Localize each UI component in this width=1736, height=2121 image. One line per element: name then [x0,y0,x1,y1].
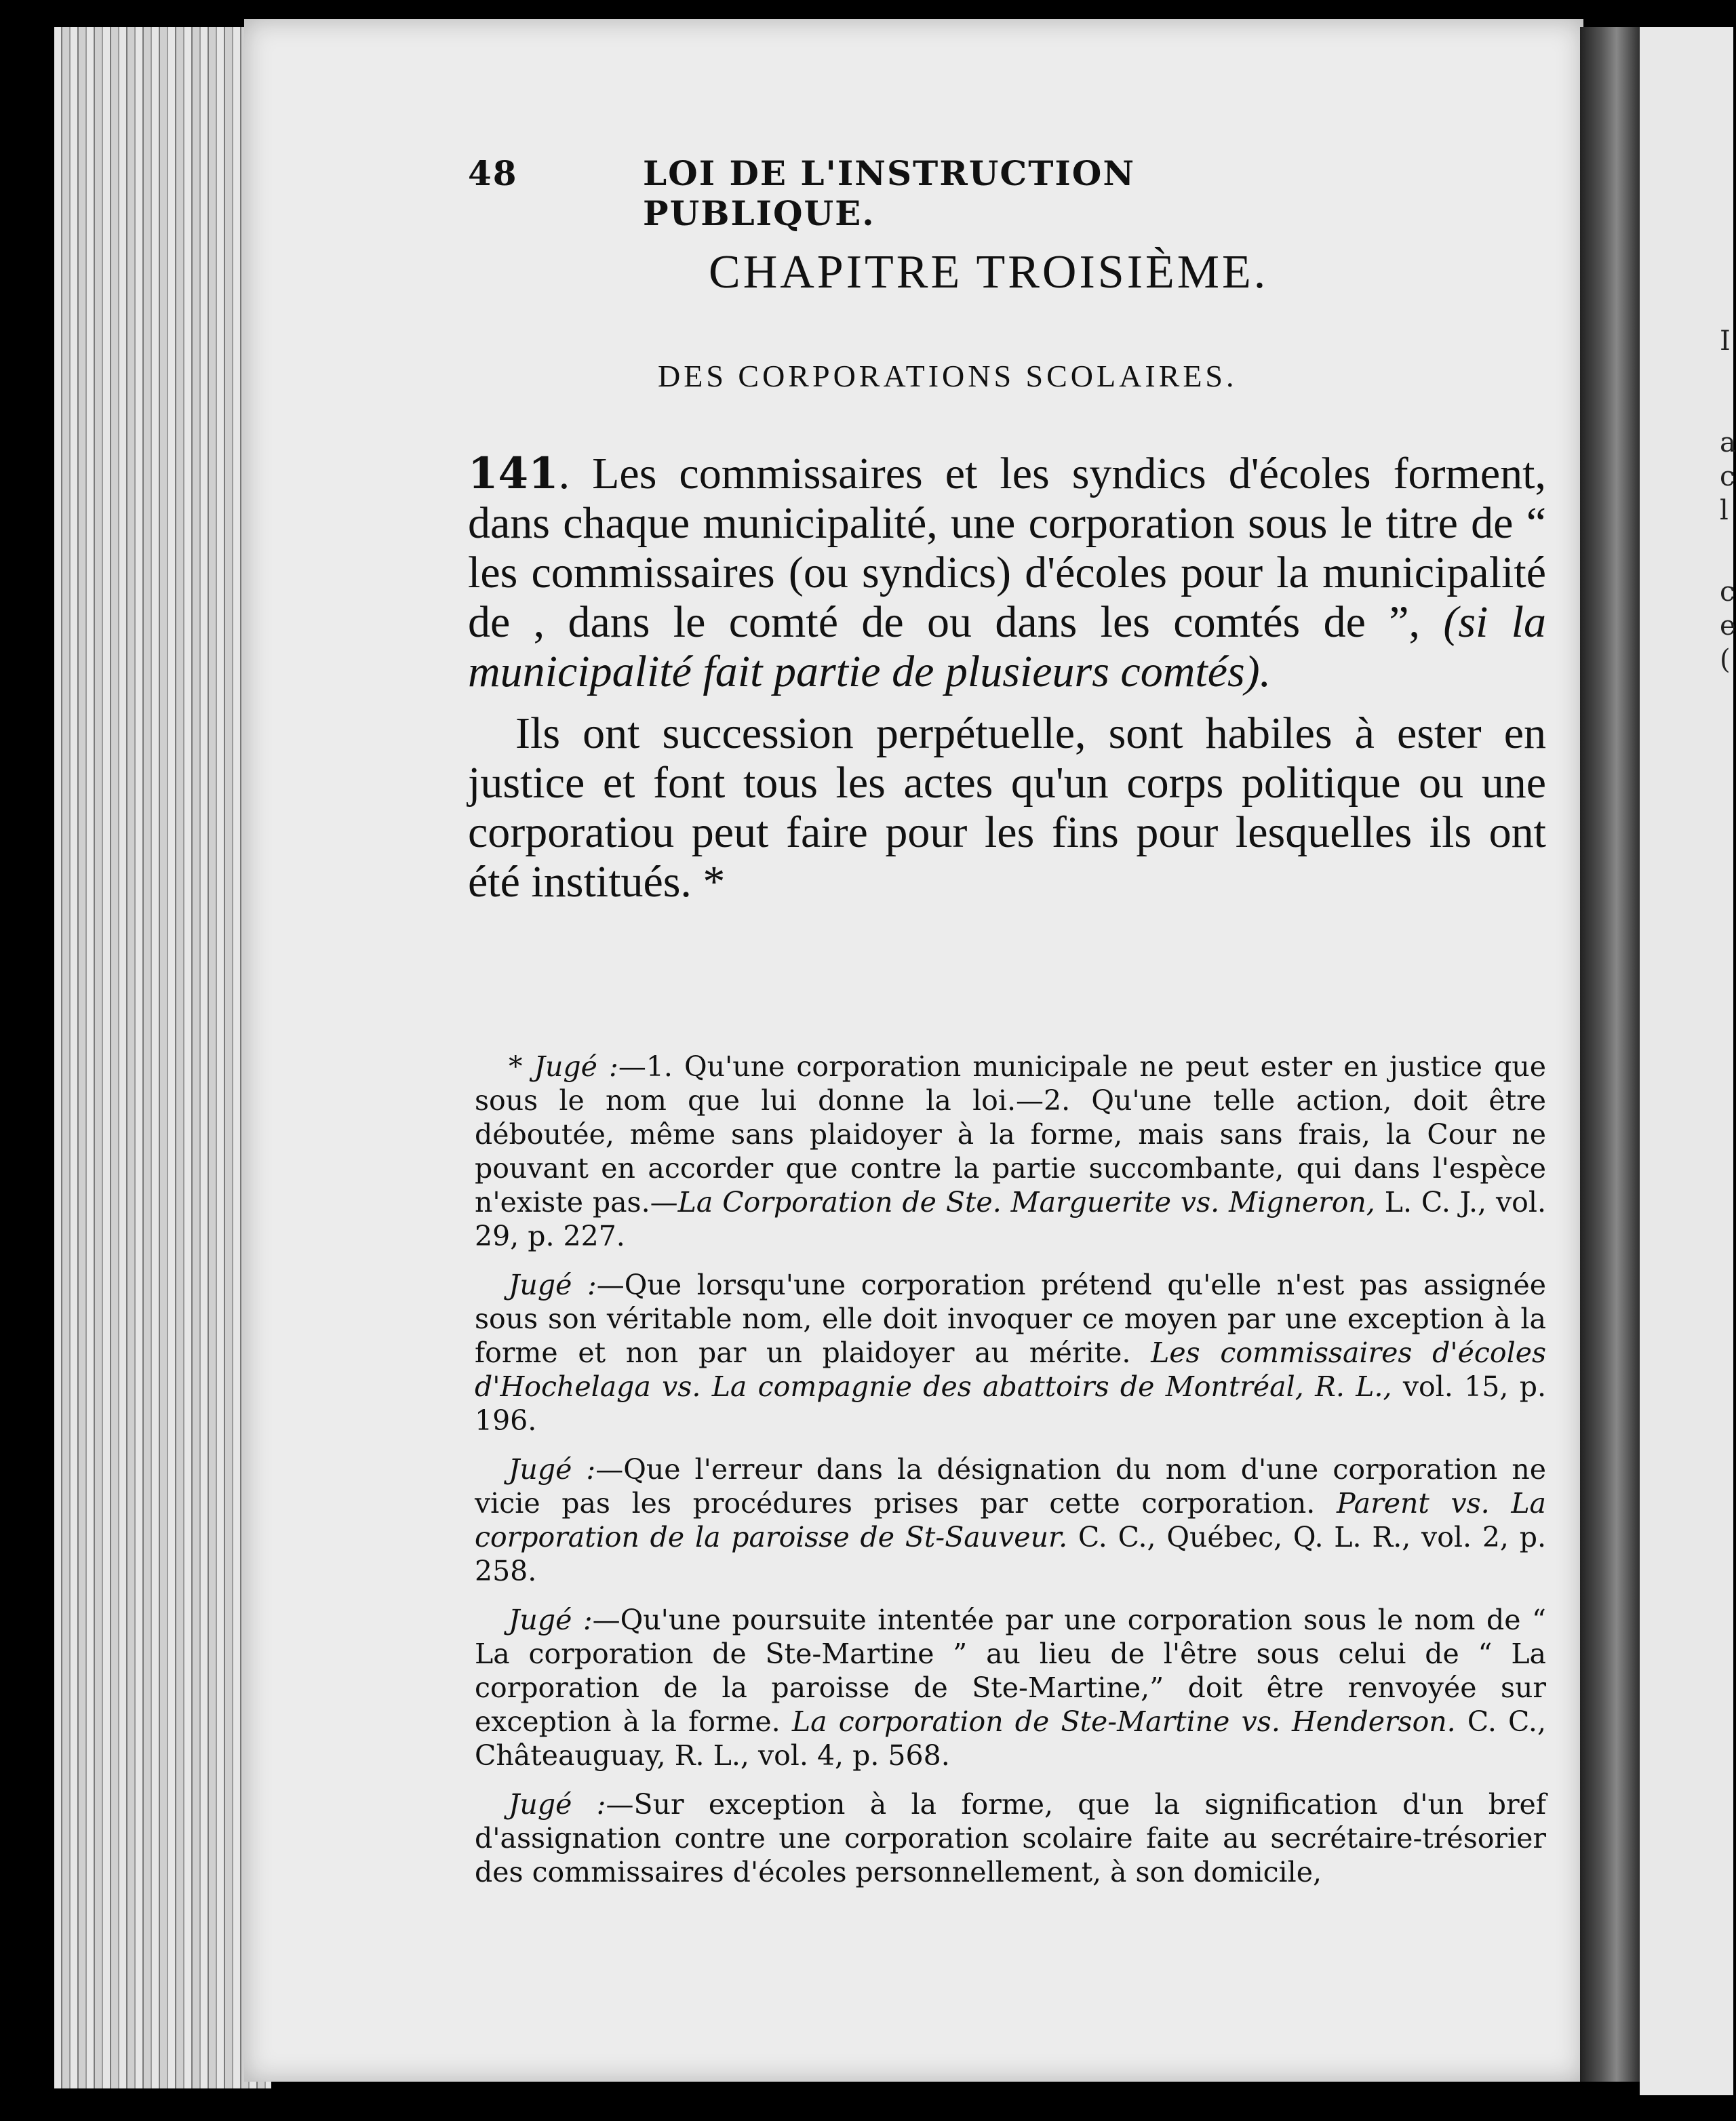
footnote-lead: * Jugé : [509,1050,618,1083]
footnote-citation: Parent vs. La corporation de la paroisse de St-Sauveur. [475,1487,1547,1553]
section-title: DES CORPORATIONS SCOLAIRES. [658,359,1238,393]
footnote-reference: C. C., Châteauguay, R. L., vol. 4, p. 568. [475,1705,1547,1772]
facing-page-fragment: l [1720,495,1729,526]
footnote-body: —Que lorsqu'une corporation prétend qu'elle n'est pas assignée sous son véritable nom, elle doit invoquer ce moyen par une exception à la forme et non par un plaidoyer au mérite. [475,1269,1546,1369]
footnote-body: —Sur exception à la forme, que la signification d'un bref d'assignation contre une corporation scolaire faite au secrétaire-trésorier des commissaires d'écoles personnellement, à son domicile, [475,1788,1546,1888]
footnote-citation: Les commissaires d'écoles d'Hochelaga vs. La compagnie des abattoirs de Montréal, R. L., [475,1336,1546,1403]
footnote-lead: Jugé : [509,1788,606,1821]
footnote-body: —Qu'une poursuite intentée par une corporation sous le nom de “ La corporation de Ste-Martine ” au lieu de l'être sous celui de “ La corporation de la paroisse de Ste-Martine,” doit être renvoyée sur exception à la forme. [475,1604,1546,1738]
footnote [475,1452,1546,1588]
footnote [475,1787,1546,1889]
facing-page-fragment: ( [1720,644,1731,675]
footnote-lead: Jugé : [509,1269,597,1301]
footnote-reference: C. C., Québec, Q. L. R., vol. 2, p. 258. [475,1521,1546,1587]
page-number: 48 [468,153,518,193]
facing-page-fragment: c [1720,576,1735,608]
article-paragraph: Ils ont succession perpétuelle, sont habiles à ester en justice et font tous les actes qu'un corps politique ou une corporatiou peut faire pour les fins pour lesquelles ils ont été institués. * [468,709,1546,907]
footnote-lead: Jugé : [509,1604,593,1636]
facing-page-fragment: e [1720,610,1736,641]
footnote [475,1050,1546,1253]
footnote-reference: L. C. J., vol. 29, p. 227. [475,1186,1546,1252]
footnote-citation: La Corporation de Ste. Marguerite vs. Migneron, [677,1186,1375,1218]
running-title: LOI DE L'INSTRUCTION PUBLIQUE. [643,153,1136,233]
article-141 [468,449,1546,907]
facing-page-fragment: a [1720,427,1736,458]
chapter-title: CHAPITRE TROISIÈME. [709,246,1269,298]
footnote [475,1603,1546,1772]
book-gutter [1580,27,1641,2082]
facing-page-edge [1640,27,1736,2095]
footnotes [475,1050,1546,1904]
footnote-body: —1. Qu'une corporation municipale ne peut ester en justice que sous le nom que lui donne la loi.—2. Qu'une telle action, doit être déboutée, même sans plaidoyer à la forme, mais sans frais, la Cour ne pouvant en accorder que contre la partie succombante, qui dans l'espèce n'existe pas.— [475,1050,1546,1218]
footnote [475,1268,1546,1438]
article-paragraph [468,449,1546,696]
facing-page-fragment: c [1720,461,1735,492]
footnote-reference: vol. 15, p. 196. [475,1370,1546,1437]
article-text: . Les commissaires et les syndics d'écoles forment, dans chaque municipalité, une corporation sous le titre de “ les commissaires (ou syndics) d'écoles pour la municipalité de , [468,449,1546,647]
footnote-body: —Que l'erreur dans la désignation du nom d'une corporation ne vicie pas les procédures prises par cette corporation. [475,1453,1546,1520]
footnote-citation: La corporation de Ste-Martine vs. Henderson. [791,1705,1456,1738]
article-number: 141 [468,448,559,499]
article-text-italic: (si la municipalité fait partie de plusieurs comtés). [468,597,1547,696]
page-edges [54,27,271,2088]
article-text-continued: dans le comté de ou dans les comtés de ”, [568,597,1444,647]
footnote-lead: Jugé : [509,1453,596,1486]
facing-page-fragment: I [1720,325,1731,357]
